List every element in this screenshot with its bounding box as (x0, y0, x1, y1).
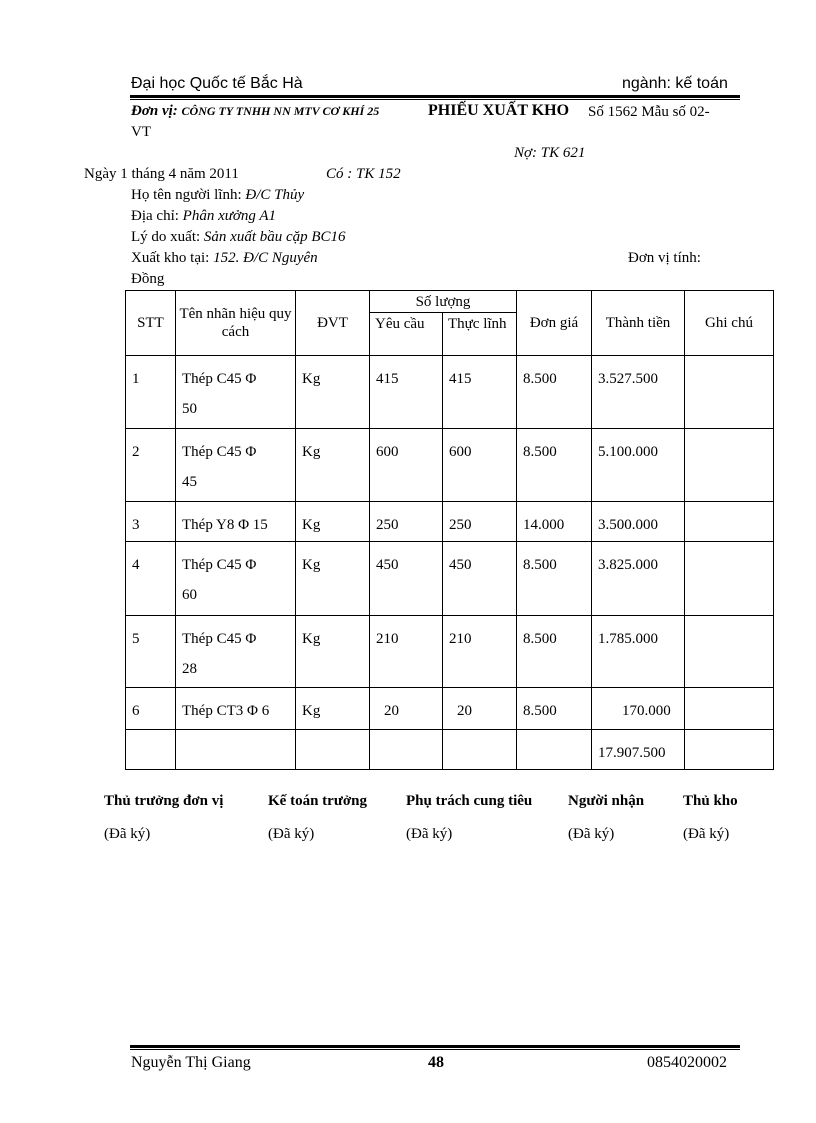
cell-text: 6 (132, 703, 140, 719)
cell-requested (370, 429, 443, 502)
cell-unit (296, 502, 370, 542)
issue-date: Ngày 1 tháng 4 năm 2011 (84, 166, 239, 182)
cell-text (685, 429, 773, 437)
cell-stt (126, 542, 176, 616)
signature-status-supply-manager: (Đã ký) (406, 826, 453, 842)
cell-name (176, 616, 296, 688)
signature-title-chief-accountant: Kế toán trưởng (268, 793, 367, 809)
major-name: ngành: kế toán (622, 75, 728, 92)
credit-account: Có : TK 152 (326, 166, 401, 182)
cell-text: 415 (376, 371, 399, 387)
cell-text (685, 502, 773, 510)
cell-amount (592, 542, 685, 616)
cell-text: Thép Y8 Φ 15 (182, 517, 268, 533)
cell-name (176, 542, 296, 616)
institution-name: Đại học Quốc tế Bắc Hà (131, 75, 303, 92)
cell-amount (592, 616, 685, 688)
cell-note (685, 502, 774, 542)
table-row (126, 502, 774, 542)
cell-unit (296, 429, 370, 502)
cell-text: 8.500 (523, 703, 557, 719)
header-rule-thick (130, 95, 740, 98)
cell-text: Thép C45 Φ 28 (182, 631, 257, 677)
cell-total (592, 730, 685, 770)
cell-requested (370, 502, 443, 542)
address-line (131, 208, 276, 225)
cell-text: Thép CT3 Φ 6 (182, 703, 270, 719)
cell-text: 1.785.000 (598, 631, 659, 647)
cell-requested (370, 356, 443, 429)
warehouse-line (131, 250, 318, 267)
table-row (126, 616, 774, 688)
cell-note (685, 688, 774, 730)
cell-name (176, 356, 296, 429)
total-row (126, 730, 774, 770)
cell-text: 170.000 (622, 703, 671, 719)
cell-stt (126, 688, 176, 730)
cell-empty (443, 730, 517, 770)
unit-label: Đơn vị: (131, 103, 178, 119)
cell-empty (517, 730, 592, 770)
unit-of-measure-label: Đơn vị tính: (628, 250, 701, 266)
cell-unit (296, 616, 370, 688)
cell-stt (126, 356, 176, 429)
cell-actual (443, 429, 517, 502)
cell-requested (370, 688, 443, 730)
cell-amount (592, 688, 685, 730)
cell-text: 3.527.500 (598, 371, 659, 387)
cell-price (517, 429, 592, 502)
cell-empty (176, 730, 296, 770)
document-title: PHIẾU XUẤT KHO (428, 102, 570, 119)
cell-text: Kg (302, 517, 321, 533)
cell-text: 210 (449, 631, 472, 647)
header-actual: Thực lĩnh (443, 313, 517, 356)
header-note: Ghi chú (685, 291, 774, 356)
cell-text: 4 (132, 557, 140, 573)
debit-account: Nợ: TK 621 (514, 145, 586, 161)
cell-empty (296, 730, 370, 770)
table-row (126, 688, 774, 730)
header-requested: Yêu cầu (370, 313, 443, 356)
signature-title-director: Thủ trưởng đơn vị (104, 793, 224, 809)
cell-unit (296, 688, 370, 730)
cell-note (685, 616, 774, 688)
cell-text: 2 (132, 444, 140, 460)
cell-text: Kg (302, 371, 321, 387)
cell-actual (443, 616, 517, 688)
cell-text: 3 (132, 517, 140, 533)
cell-text: 250 (376, 517, 399, 533)
cell-text: 1 (132, 371, 140, 387)
cell-actual (443, 502, 517, 542)
cell-stt (126, 429, 176, 502)
cell-text: 5.100.000 (598, 444, 659, 460)
signature-status-chief-accountant: (Đã ký) (268, 826, 315, 842)
receiver-value: Đ/C Thủy (245, 187, 305, 203)
signature-title-storekeeper: Thủ kho (683, 793, 738, 809)
cell-text (685, 542, 773, 550)
cell-text: Kg (302, 557, 321, 573)
cell-amount (592, 502, 685, 542)
header-unit: ĐVT (296, 291, 370, 356)
form-suffix: VT (131, 124, 151, 140)
cell-text (685, 688, 773, 696)
cell-price (517, 616, 592, 688)
cell-text: 20 (457, 703, 472, 719)
cell-note (685, 429, 774, 502)
reason-value: Sản xuất bầu cặp BC16 (203, 229, 346, 245)
cell-note (685, 542, 774, 616)
footer-student-id: 0854020002 (647, 1054, 727, 1071)
header-rule-thin (130, 99, 740, 100)
cell-text: Thép C45 Φ 50 (182, 371, 257, 417)
cell-text (685, 356, 773, 364)
cell-text: 450 (449, 557, 472, 573)
cell-price (517, 688, 592, 730)
header-quantity: Số lượng (370, 291, 517, 313)
address-value: Phân xưởng A1 (182, 208, 277, 224)
cell-text (685, 616, 773, 624)
receiver-line (131, 187, 304, 204)
cell-text: 3.825.000 (598, 557, 659, 573)
cell-text: 20 (384, 703, 399, 719)
footer-author: Nguyễn Thị Giang (131, 1054, 251, 1071)
reason-line (131, 229, 346, 246)
cell-text: Kg (302, 703, 321, 719)
footer-rule-thick (130, 1045, 740, 1048)
cell-price (517, 356, 592, 429)
document-number-form: Số 1562 Mẫu số 02- (588, 104, 710, 120)
cell-text: 14.000 (523, 517, 565, 533)
cell-unit (296, 356, 370, 429)
receiver-label: Họ tên người lĩnh: (131, 187, 242, 203)
cell-note (685, 356, 774, 429)
cell-actual (443, 542, 517, 616)
signature-status-director: (Đã ký) (104, 826, 151, 842)
header-stt: STT (126, 291, 176, 356)
cell-stt (126, 502, 176, 542)
address-label: Địa chỉ: (131, 208, 179, 224)
unit-line (131, 103, 379, 120)
cell-actual (443, 688, 517, 730)
cell-text: 600 (376, 444, 399, 460)
cell-text: 8.500 (523, 444, 557, 460)
cell-empty (685, 730, 774, 770)
cell-text: Thép C45 Φ 45 (182, 444, 257, 490)
table-row (126, 542, 774, 616)
cell-price (517, 542, 592, 616)
signature-status-storekeeper: (Đã ký) (683, 826, 730, 842)
cell-price (517, 502, 592, 542)
cell-text: 415 (449, 371, 472, 387)
cell-text: 8.500 (523, 371, 557, 387)
cell-stt (126, 616, 176, 688)
signature-title-supply-manager: Phụ trách cung tiêu (406, 793, 533, 809)
cell-text: 5 (132, 631, 140, 647)
unit-of-measure-value: Đồng (131, 271, 165, 287)
cell-requested (370, 542, 443, 616)
footer-rule-thin (130, 1049, 740, 1050)
cell-name (176, 502, 296, 542)
signature-status-receiver: (Đã ký) (568, 826, 615, 842)
cell-text: 600 (449, 444, 472, 460)
cell-empty (126, 730, 176, 770)
header-name: Tên nhãn hiệu quy cách (176, 291, 296, 356)
table-header-row (126, 291, 774, 313)
unit-name: CÔNG TY TNHH NN MTV CƠ KHÍ 25 (181, 104, 380, 118)
cell-text: Kg (302, 631, 321, 647)
header-amount: Thành tiền (592, 291, 685, 356)
cell-amount (592, 429, 685, 502)
footer-page-number: 48 (428, 1054, 444, 1071)
table-row (126, 356, 774, 429)
cell-empty (370, 730, 443, 770)
issue-slip-table (125, 290, 774, 770)
total-amount: 17.907.500 (598, 745, 666, 761)
cell-text: Kg (302, 444, 321, 460)
cell-name (176, 429, 296, 502)
cell-amount (592, 356, 685, 429)
cell-text: 8.500 (523, 631, 557, 647)
signature-title-receiver: Người nhận (568, 793, 645, 809)
cell-text: 8.500 (523, 557, 557, 573)
cell-name (176, 688, 296, 730)
cell-text: 3.500.000 (598, 517, 659, 533)
table-row (126, 429, 774, 502)
cell-text: Thép C45 Φ 60 (182, 557, 257, 603)
cell-requested (370, 616, 443, 688)
warehouse-label: Xuất kho tại: (131, 250, 210, 266)
cell-actual (443, 356, 517, 429)
reason-label: Lý do xuất: (131, 229, 201, 245)
cell-text: 450 (376, 557, 399, 573)
warehouse-value: 152. Đ/C Nguyên (213, 250, 318, 266)
header-price: Đơn giá (517, 291, 592, 356)
cell-unit (296, 542, 370, 616)
cell-text: 210 (376, 631, 399, 647)
cell-text: 250 (449, 517, 472, 533)
